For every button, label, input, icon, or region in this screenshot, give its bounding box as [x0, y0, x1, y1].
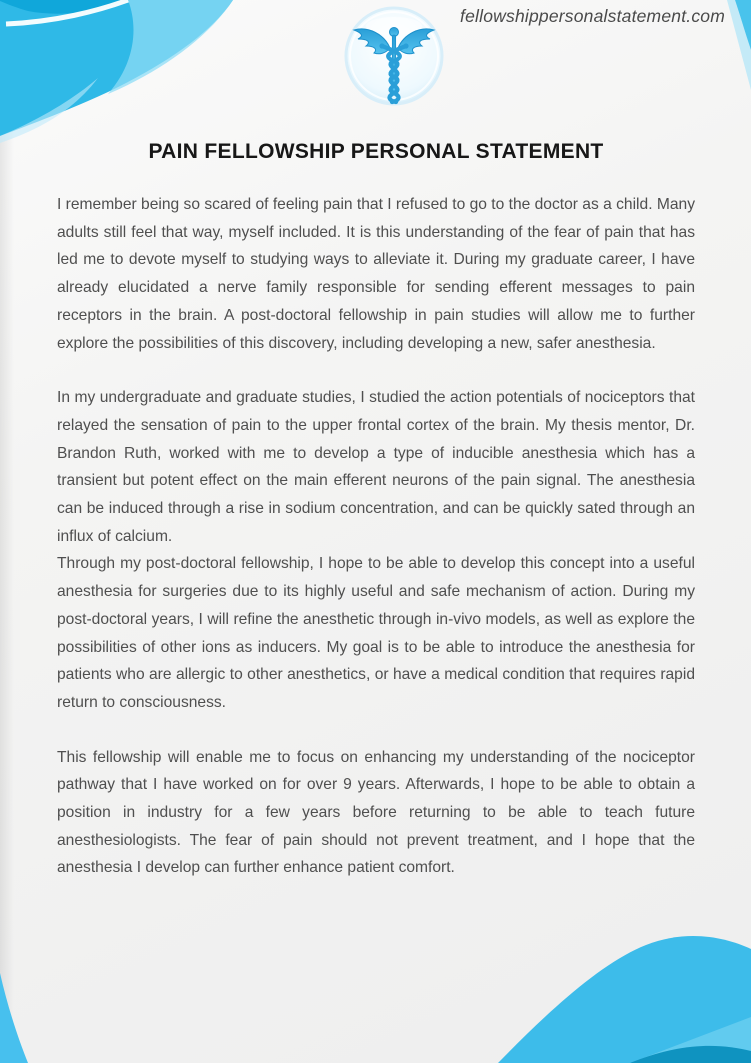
top-left-wave-decoration [0, 0, 250, 145]
paragraph-2: In my undergraduate and graduate studies, I studied the action potentials of nociceptors that relayed the sensation of pain to the upper frontal cortex of the brain. My thesis mentor, Dr. Brandon Ruth, worked with me to develop a type of inducible anesthesia which has a transient but potent effect on the main efferent neurons of the pain signal. The anesthesia can be induced through a rise in sodium concentration, and can be quickly sated through an influx of calcium. [57, 389, 695, 545]
paragraph-1: I remember being so scared of feeling pain that I refused to go to the doctor as a child. Many adults still feel that way, myself included. It is this understanding of the fear of pain that has led me to devote myself to studying ways to alleviate it. During my graduate career, I have already elucidated a nerve family responsible for sending efferent messages to pain receptors in the brain. A post-doctoral fellowship in pain studies will allow me to further explore the possibilities of this discovery, including developing a new, safer anesthesia. [57, 196, 695, 352]
page-title: PAIN FELLOWSHIP PERSONAL STATEMENT [148, 140, 604, 163]
paragraph-4: This fellowship will enable me to focus on enhancing my understanding of the nociceptor pathway that I have worked on for over 9 years. Afterwards, I hope to be able to obtain a position in industry for a few years before returning to be able to teach future anesthesiologists. The fear of pain should not prevent treatment, and I hope that the anesthesia I develop can further enhance patient comfort. [57, 748, 695, 877]
document-body [57, 140, 695, 909]
bottom-left-wave-decoration [0, 973, 30, 1063]
website-link[interactable]: fellowshippersonalstatement.com [460, 6, 725, 26]
paragraph-3: Through my post-doctoral fellowship, I hope to be able to develop this concept into a useful anesthesia for surgeries due to its highly useful and safe mechanism of action. During my post-doctoral years, I will refine the anesthetic through in-vivo models, as well as explore the possibilities of other ions as inducers. My goal is to be able to introduce the anesthesia for patients who are allergic to other anesthetics, or have a medical condition that requires rapid return to consciousness. [57, 555, 695, 711]
caduceus-logo-icon [344, 6, 444, 106]
page-left-edge-shadow [0, 0, 14, 1063]
bottom-right-wave-decoration [480, 900, 751, 1063]
